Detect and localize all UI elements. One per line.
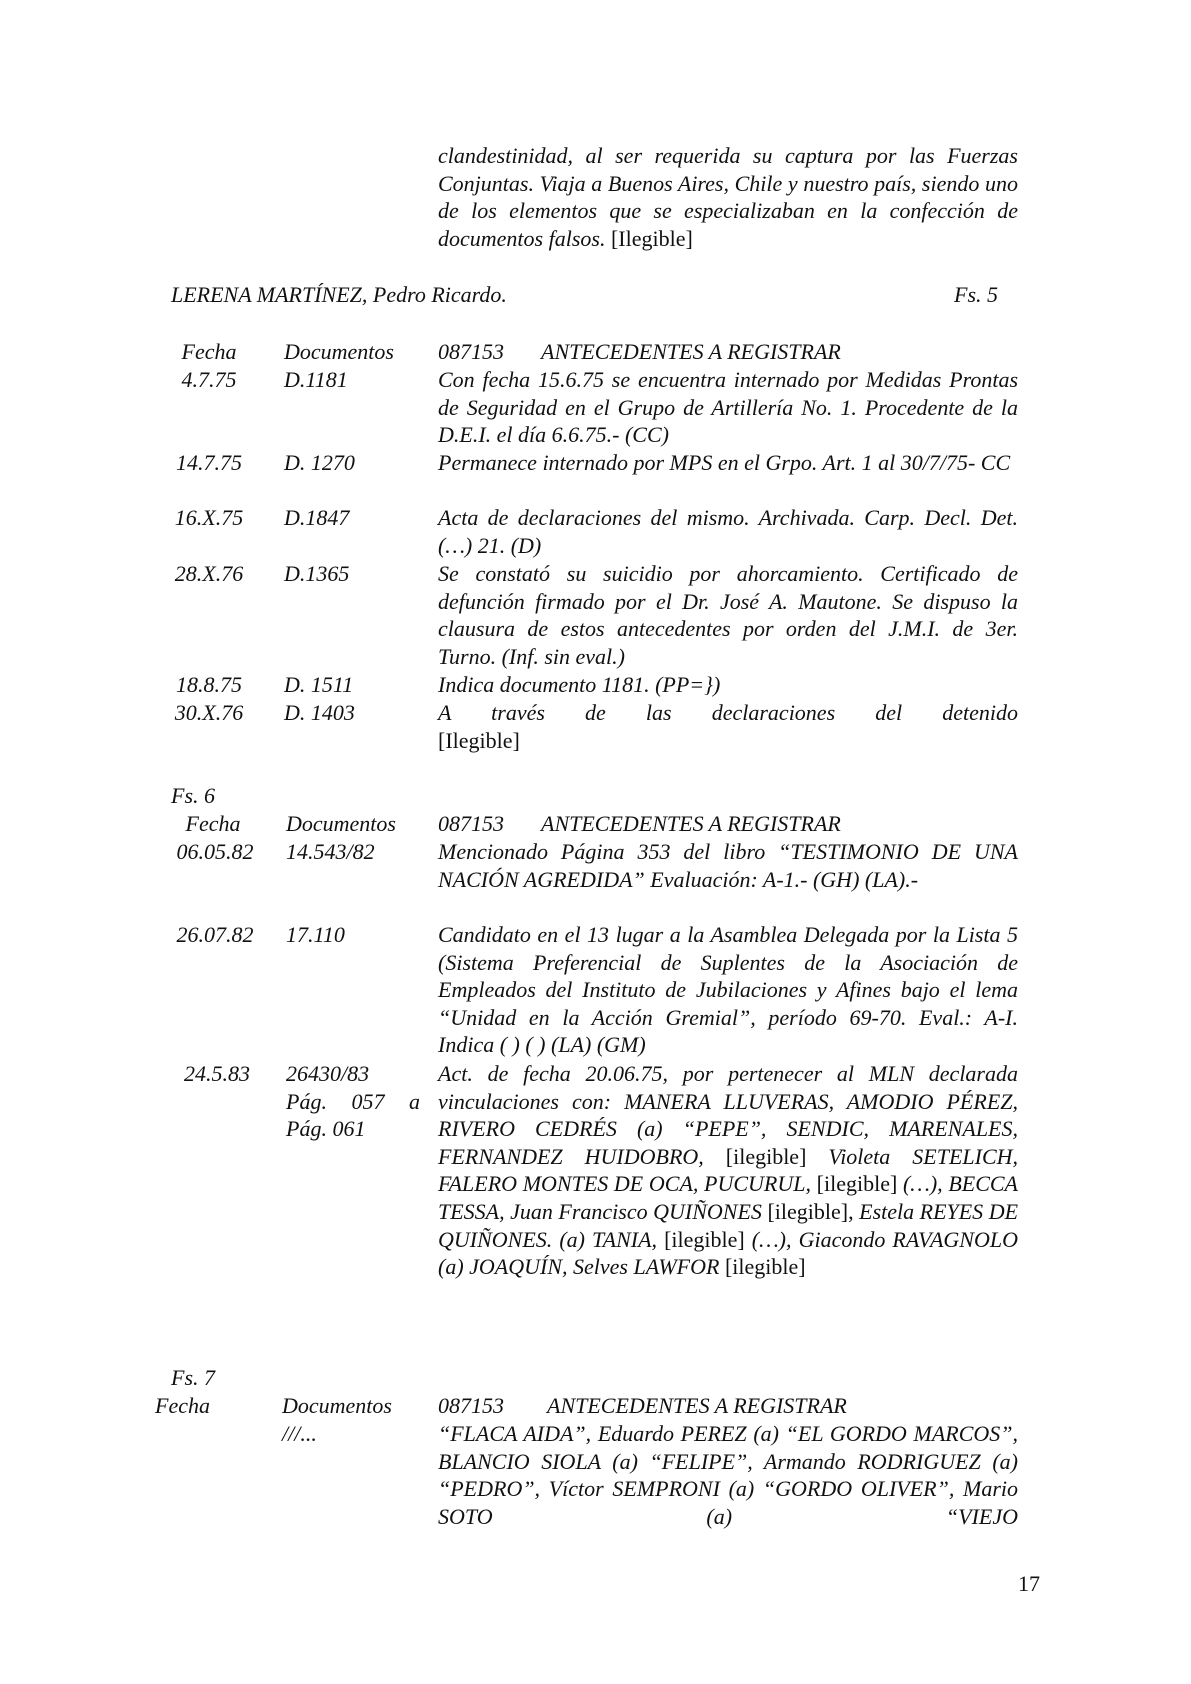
header-documentos: Documentos <box>282 1393 392 1418</box>
header-fecha: Fecha <box>185 811 241 836</box>
illegible-note: [Ilegible] <box>610 225 693 251</box>
row-text-part: Estela REYES DE QUIÑONES. (a) TANIA, <box>438 1198 1019 1252</box>
illegible-note: [ilegible] <box>664 1226 745 1252</box>
row-fecha: 06.05.82 <box>176 839 254 864</box>
row-text: Permanece internado por MPS en el Grpo. Art. 1 al 30/7/75- CC <box>438 450 1011 475</box>
row-fecha: 18.8.75 <box>176 672 242 697</box>
row-documento: D.1847 <box>284 505 350 530</box>
row-documento-line: Pág. 061 <box>286 1116 366 1142</box>
illegible-note: [ilegible], <box>767 1198 854 1224</box>
row-documento: D.1365 <box>284 561 350 586</box>
row-text: Con fecha 15.6.75 se encuentra internado por Medidas Prontas de Seguridad en el Grupo de Artillería No. 1. Procedente de la D.E.I. el día 6.6.75.- (CC) <box>438 367 1018 448</box>
row-text: Candidato en el 13 lugar a la Asamblea Delegada por la Lista 5 (Sistema Preferencial de Suplentes de la Asociación de Empleados del Instituto de Jubilaciones y Afines bajo el lema “Unidad en la Acción Gremial”, período 69-70. Eval.: A-I. Indica ( ) ( ) (LA) (GM) <box>438 922 1018 1058</box>
header-title: ANTECEDENTES A REGISTRAR <box>541 811 841 836</box>
illegible-note: [Ilegible] <box>438 727 520 753</box>
row-text-part: Violeta SETELICH, FALERO MONTES DE OCA, PUCURUL, <box>438 1143 1019 1197</box>
header-documentos: Documentos <box>284 339 394 364</box>
row-text: Se constató su suicidio por ahorcamiento. Certificado de defunción firmado por el Dr. José A. Mautone. Se dispuso la clausura de estos antecedentes por orden del J.M.I. de 3er. Turno. (Inf. sin eval.) <box>438 561 1018 669</box>
header-fecha: Fecha <box>155 1393 210 1418</box>
illegible-note: [ilegible] <box>724 1254 806 1280</box>
row-fecha: 24.5.83 <box>184 1061 250 1086</box>
row-fecha: 4.7.75 <box>181 367 237 392</box>
header-fecha: Fecha <box>181 339 237 364</box>
row-text-line: A través de las declaraciones del detenido <box>438 700 1018 725</box>
row-documento-line: Pág. 057 a <box>286 1088 420 1114</box>
row-documento: D.1181 <box>284 367 348 392</box>
folio-label: Fs. 6 <box>171 783 215 808</box>
page-number: 17 <box>1018 1571 1040 1596</box>
subject-name: LERENA MARTÍNEZ, Pedro Ricardo. <box>171 282 507 307</box>
row-documento-line: 26430/83 <box>286 1061 370 1086</box>
header-title: ANTECEDENTES A REGISTRAR <box>541 339 841 364</box>
intro-paragraph <box>438 142 1018 252</box>
header-code: 087153 <box>438 339 504 364</box>
row-documento: ///... <box>282 1421 317 1446</box>
subject-folio: Fs. 5 <box>954 282 998 307</box>
row-text: Indica documento 1181. (PP=}) <box>438 672 721 697</box>
row-documento: D. 1403 <box>284 700 355 725</box>
row-fecha: 14.7.75 <box>176 450 242 475</box>
row-text: “FLACA AIDA”, Eduardo PEREZ (a) “EL GORDO MARCOS”, BLANCIO SIOLA (a) “FELIPE”, Armando RODRIGUEZ (a) “PEDRO”, Víctor SEMPRONI (a) “GORDO OLIVER”, Mario SOTO (a) “VIEJO <box>438 1421 1018 1529</box>
row-text <box>438 699 1018 754</box>
row-fecha: 16.X.75 <box>174 505 244 530</box>
header-documentos: Documentos <box>286 811 396 836</box>
row-text-part: (…), BECCA TESSA, Juan Francisco QUIÑONES <box>438 1171 1018 1224</box>
row-documento: D. 1511 <box>284 672 354 697</box>
intro-text: clandestinidad, al ser requerida su captura por las Fuerzas Conjuntas. Viaja a Buenos Aires, Chile y nuestro país, siendo uno de los elementos que se especializaban en la confección de documentos falsos. <box>438 143 1018 251</box>
header-code: 087153 <box>438 1393 504 1418</box>
row-text: Mencionado Página 353 del libro “TESTIMONIO DE UNA NACIÓN AGREDIDA” Evaluación: A-1.- (GH) (LA).- <box>438 839 1018 892</box>
illegible-note: [ilegible] <box>816 1171 898 1197</box>
illegible-note: [ilegible] <box>725 1143 807 1169</box>
header-title: ANTECEDENTES A REGISTRAR <box>547 1393 847 1418</box>
row-text-part: Act. de fecha 20.06.75, por pertenecer al MLN declarada vinculaciones con: MANERA LLUVERAS, AMODIO PÉREZ, RIVERO CEDRÉS (a) “PEPE”, SENDIC, MARENALES, FERNANDEZ HUIDOBRO, <box>438 1061 1018 1169</box>
row-fecha: 28.X.76 <box>174 561 244 586</box>
row-text <box>438 1060 1018 1281</box>
row-text: Acta de declaraciones del mismo. Archivada. Carp. Decl. Det. (…) 21. (D) <box>438 505 1018 558</box>
folio-label: Fs. 7 <box>171 1365 215 1390</box>
header-code: 087153 <box>438 811 504 836</box>
row-documento <box>286 1060 420 1143</box>
row-text-part: (…), Giacondo RAVAGNOLO (a) JOAQUÍN, Selves LAWFOR <box>438 1226 1018 1280</box>
row-fecha: 26.07.82 <box>176 922 254 947</box>
row-documento: D. 1270 <box>284 450 355 475</box>
row-documento: 17.110 <box>286 922 345 947</box>
row-fecha: 30.X.76 <box>174 700 244 725</box>
row-documento: 14.543/82 <box>286 839 375 864</box>
